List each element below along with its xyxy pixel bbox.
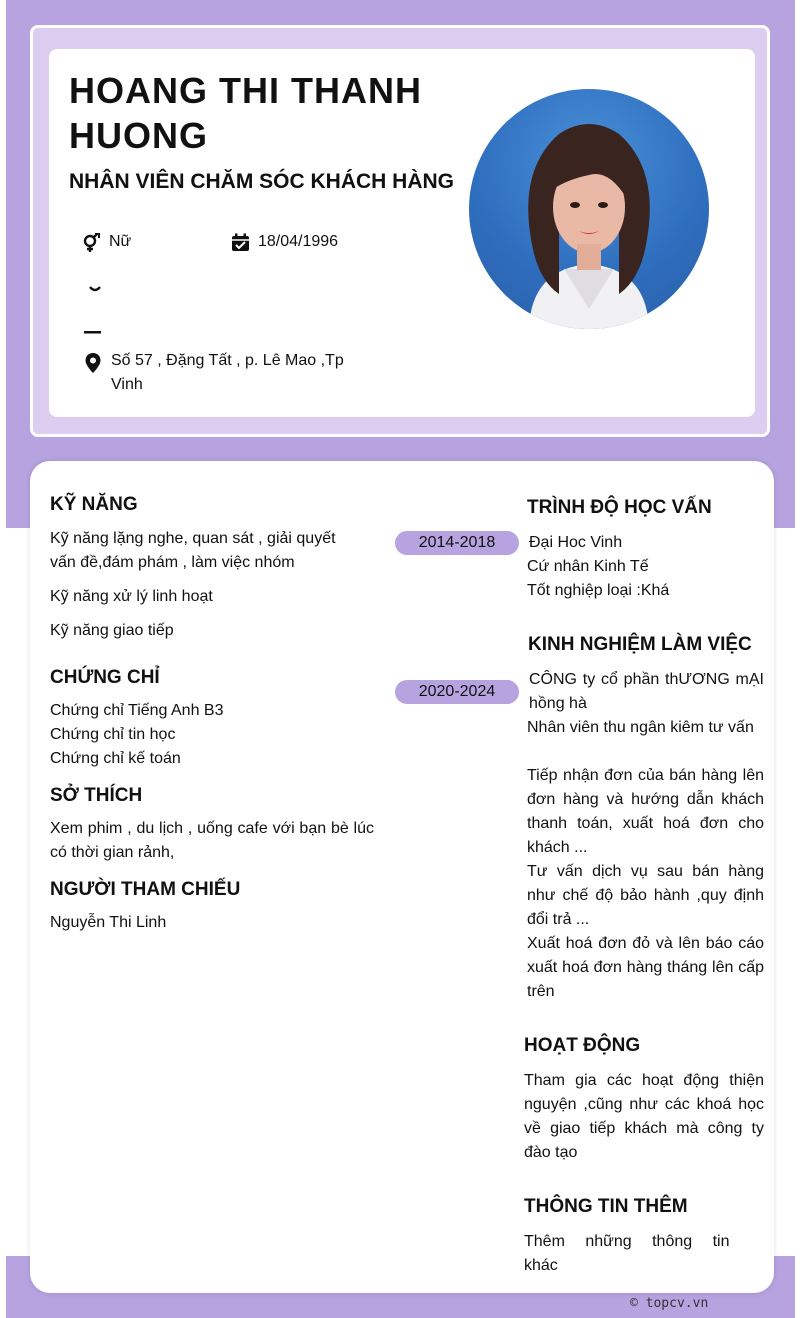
gender-info	[82, 230, 131, 254]
certificates-title: CHỨNG CHỈ	[50, 667, 160, 688]
references-text: Nguyễn Thi Linh	[50, 914, 167, 931]
phone-info	[88, 282, 102, 295]
education-grade: Tốt nghiệp loại :Khá	[527, 582, 670, 599]
education-degree: Cứ nhân Kinh Tế	[527, 558, 649, 575]
skills-title: KỸ NĂNG	[50, 494, 138, 515]
additional-info-text: Thêm những thông tin khác	[524, 1233, 730, 1274]
birthday-info	[231, 230, 338, 254]
email-icon	[84, 325, 102, 335]
experience-company: CÔNG ty cổ phần thƯƠNG mẠI hồng hà	[529, 671, 764, 712]
certificate-item: Chứng chỉ kế toán	[50, 750, 181, 767]
calendar-icon	[231, 233, 250, 252]
experience-duty: Xuất hoá đơn đỏ và lên báo cáo xuất hoá đơn hàng tháng lên cấp trên	[527, 935, 764, 1000]
experience-title: KINH NGHIỆM LÀM VIỆC	[528, 634, 752, 655]
additional-info-title: THÔNG TIN THÊM	[524, 1196, 688, 1217]
skill-item: Kỹ năng giao tiếp	[50, 622, 174, 639]
job-title: NHÂN VIÊN CHĂM SÓC KHÁCH HÀNG	[69, 170, 455, 193]
experience-duty: Tiếp nhận đơn của bán hàng lên đơn hàng và hướng dẫn khách thanh toán, xuất hoá đơn cho khách ...	[527, 767, 764, 856]
hobbies-text: Xem phim , du lịch , uống cafe với bạn bè lúc có thời gian rảnh,	[50, 820, 374, 861]
certificate-item: Chứng chỉ tin học	[50, 726, 176, 743]
gender-value: Nữ	[109, 233, 132, 250]
education-period-badge: 2014-2018	[395, 531, 519, 555]
education-school: Đại Hoc Vinh	[529, 534, 623, 551]
birthday-value: 18/04/1996	[258, 233, 339, 250]
portrait-image	[469, 89, 709, 329]
address-info	[84, 349, 374, 397]
skill-item: Kỹ năng xử lý linh hoạt	[50, 588, 213, 605]
experience-duty: Tư vấn dịch vụ sau bán hàng như chế độ bảo hành ,quy định đổi trả ...	[527, 863, 764, 928]
candidate-name: HOANG THI THANH HUONG	[69, 70, 422, 156]
gender-icon	[82, 233, 102, 253]
phone-icon	[88, 285, 102, 295]
profile-photo	[469, 89, 709, 329]
certificate-item: Chứng chỉ Tiếng Anh B3	[50, 702, 224, 719]
email-info	[84, 322, 102, 335]
location-pin-icon	[84, 352, 102, 374]
skill-item: Kỹ năng lặng nghe, quan sát , giải quyết vấn đề,đám phám , làm việc nhóm	[50, 530, 336, 571]
experience-role: Nhân viên thu ngân kiêm tư vấn	[527, 719, 754, 736]
activities-title: HOẠT ĐỘNG	[524, 1035, 641, 1056]
activities-text: Tham gia các hoạt động thiện nguyện ,cũng như các khoá học về giao tiếp khách mà công ty đào tạo	[524, 1072, 764, 1161]
experience-period-badge: 2020-2024	[395, 680, 519, 704]
education-title: TRÌNH ĐỘ HỌC VẤN	[527, 497, 712, 518]
address-value: Số 57 , Đặng Tất , p. Lê Mao ,Tp Vinh	[111, 352, 344, 393]
footer-watermark: © topcv.vn	[630, 1296, 709, 1311]
hobbies-title: SỞ THÍCH	[50, 785, 143, 806]
references-title: NGƯỜI THAM CHIẾU	[50, 879, 241, 900]
